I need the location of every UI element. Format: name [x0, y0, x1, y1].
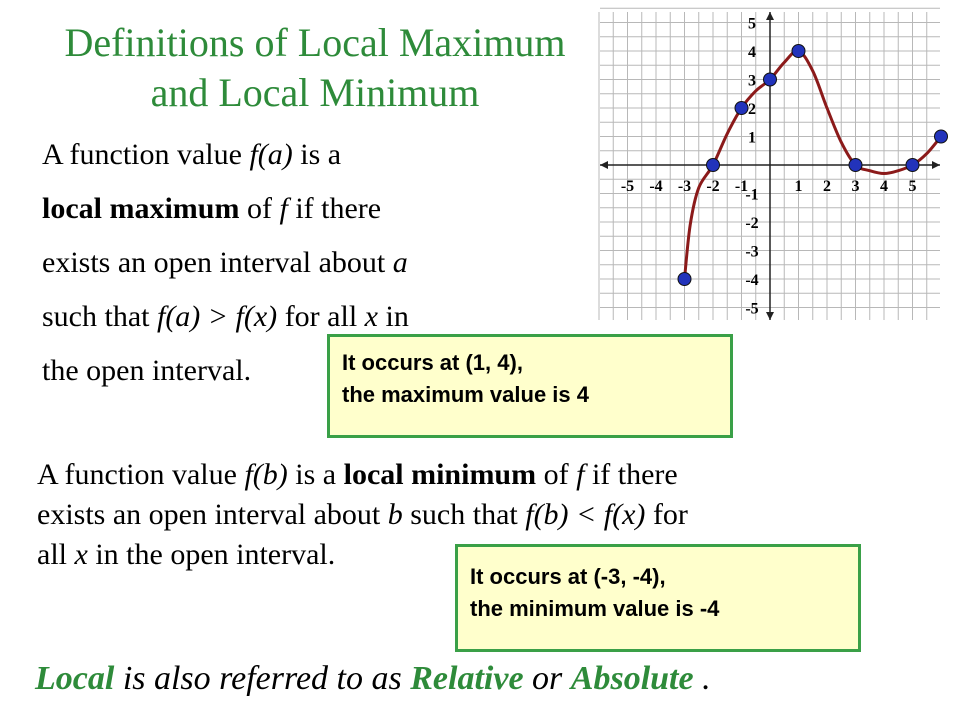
text: for all	[277, 300, 365, 333]
data-point	[849, 159, 862, 172]
math-x: x	[74, 538, 88, 571]
text: of	[239, 192, 280, 225]
y-tick-label: 2	[748, 101, 756, 118]
y-axis-arrow-down	[766, 312, 774, 320]
text: is also referred to as	[114, 660, 411, 697]
tick-labels	[621, 16, 917, 318]
text: A function value	[37, 458, 245, 491]
text: A function value	[42, 138, 250, 171]
term-absolute: Absolute	[570, 660, 694, 697]
minimum-callout	[455, 544, 861, 652]
text: if there	[287, 192, 382, 225]
data-point	[707, 159, 720, 172]
x-tick-label: 1	[794, 178, 803, 195]
text: for	[645, 498, 688, 531]
maximum-callout	[327, 334, 733, 438]
text: all	[37, 538, 75, 571]
text: the open interval.	[42, 354, 252, 387]
axes	[600, 12, 940, 320]
x-axis-arrow-left	[600, 161, 608, 169]
y-tick-label: -1	[745, 186, 759, 204]
math-fb: f(b)	[244, 458, 288, 491]
title-line-2: and Local Minimum	[150, 70, 480, 115]
text: is a	[292, 138, 342, 171]
y-tick-label: 4	[748, 44, 756, 61]
y-tick-label: -4	[745, 272, 759, 289]
x-tick-label: 5	[908, 178, 917, 195]
y-axis-arrow-up	[766, 12, 774, 20]
y-tick-label: -3	[745, 243, 759, 261]
text: of	[536, 458, 577, 491]
data-point	[735, 102, 748, 115]
y-tick-label: 5	[748, 15, 756, 33]
text: such that	[402, 498, 526, 531]
y-tick-label: -2	[745, 215, 759, 232]
callout-line: the maximum value is 4	[342, 382, 589, 407]
math-inequality: f(a) > f(x)	[156, 300, 278, 333]
callout-line: the minimum value is -4	[470, 596, 720, 621]
term-local-maximum: local maximum	[42, 192, 240, 225]
data-point	[906, 159, 919, 172]
x-tick-label: 3	[851, 178, 860, 195]
math-inequality: f(b) < f(x)	[525, 498, 646, 531]
x-tick-label: -2	[706, 178, 720, 195]
math-b: b	[387, 498, 403, 531]
term-local-minimum: local minimum	[343, 458, 537, 491]
x-axis-arrow-right	[932, 161, 940, 169]
y-tick-label: 3	[748, 72, 756, 90]
text: is a	[287, 458, 344, 491]
y-tick-label: -5	[745, 300, 759, 318]
math-f: f	[279, 192, 288, 225]
text: or	[523, 660, 571, 697]
text: exists an open interval about	[42, 246, 393, 279]
footer-note	[35, 660, 711, 698]
text: in the open interval.	[87, 538, 336, 571]
y-tick-label: 1	[748, 129, 756, 147]
title-line-1: Definitions of Local Maximum	[64, 20, 566, 65]
x-tick-label: 2	[823, 178, 831, 195]
page-title	[20, 18, 610, 118]
text: in	[377, 300, 409, 333]
text: such that	[42, 300, 157, 333]
data-point	[935, 130, 948, 143]
text: .	[693, 660, 711, 697]
data-point	[792, 45, 805, 58]
term-local: Local	[35, 660, 115, 697]
callout-line: It occurs at (1, 4),	[342, 350, 523, 375]
text: if there	[584, 458, 678, 491]
x-tick-label: -4	[649, 178, 663, 195]
x-tick-label: -5	[620, 178, 635, 195]
term-relative: Relative	[410, 660, 524, 697]
x-tick-label: -3	[677, 178, 692, 195]
math-x: x	[364, 300, 378, 333]
data-point	[764, 73, 777, 86]
math-f: f	[576, 458, 585, 491]
data-point	[678, 273, 691, 286]
math-fa: f(a)	[249, 138, 293, 171]
callout-line: It occurs at (-3, -4),	[470, 564, 666, 589]
math-a: a	[392, 246, 408, 279]
text: exists an open interval about	[37, 498, 388, 531]
x-tick-label: 4	[880, 178, 888, 195]
x-tick-label: -1	[734, 178, 749, 195]
